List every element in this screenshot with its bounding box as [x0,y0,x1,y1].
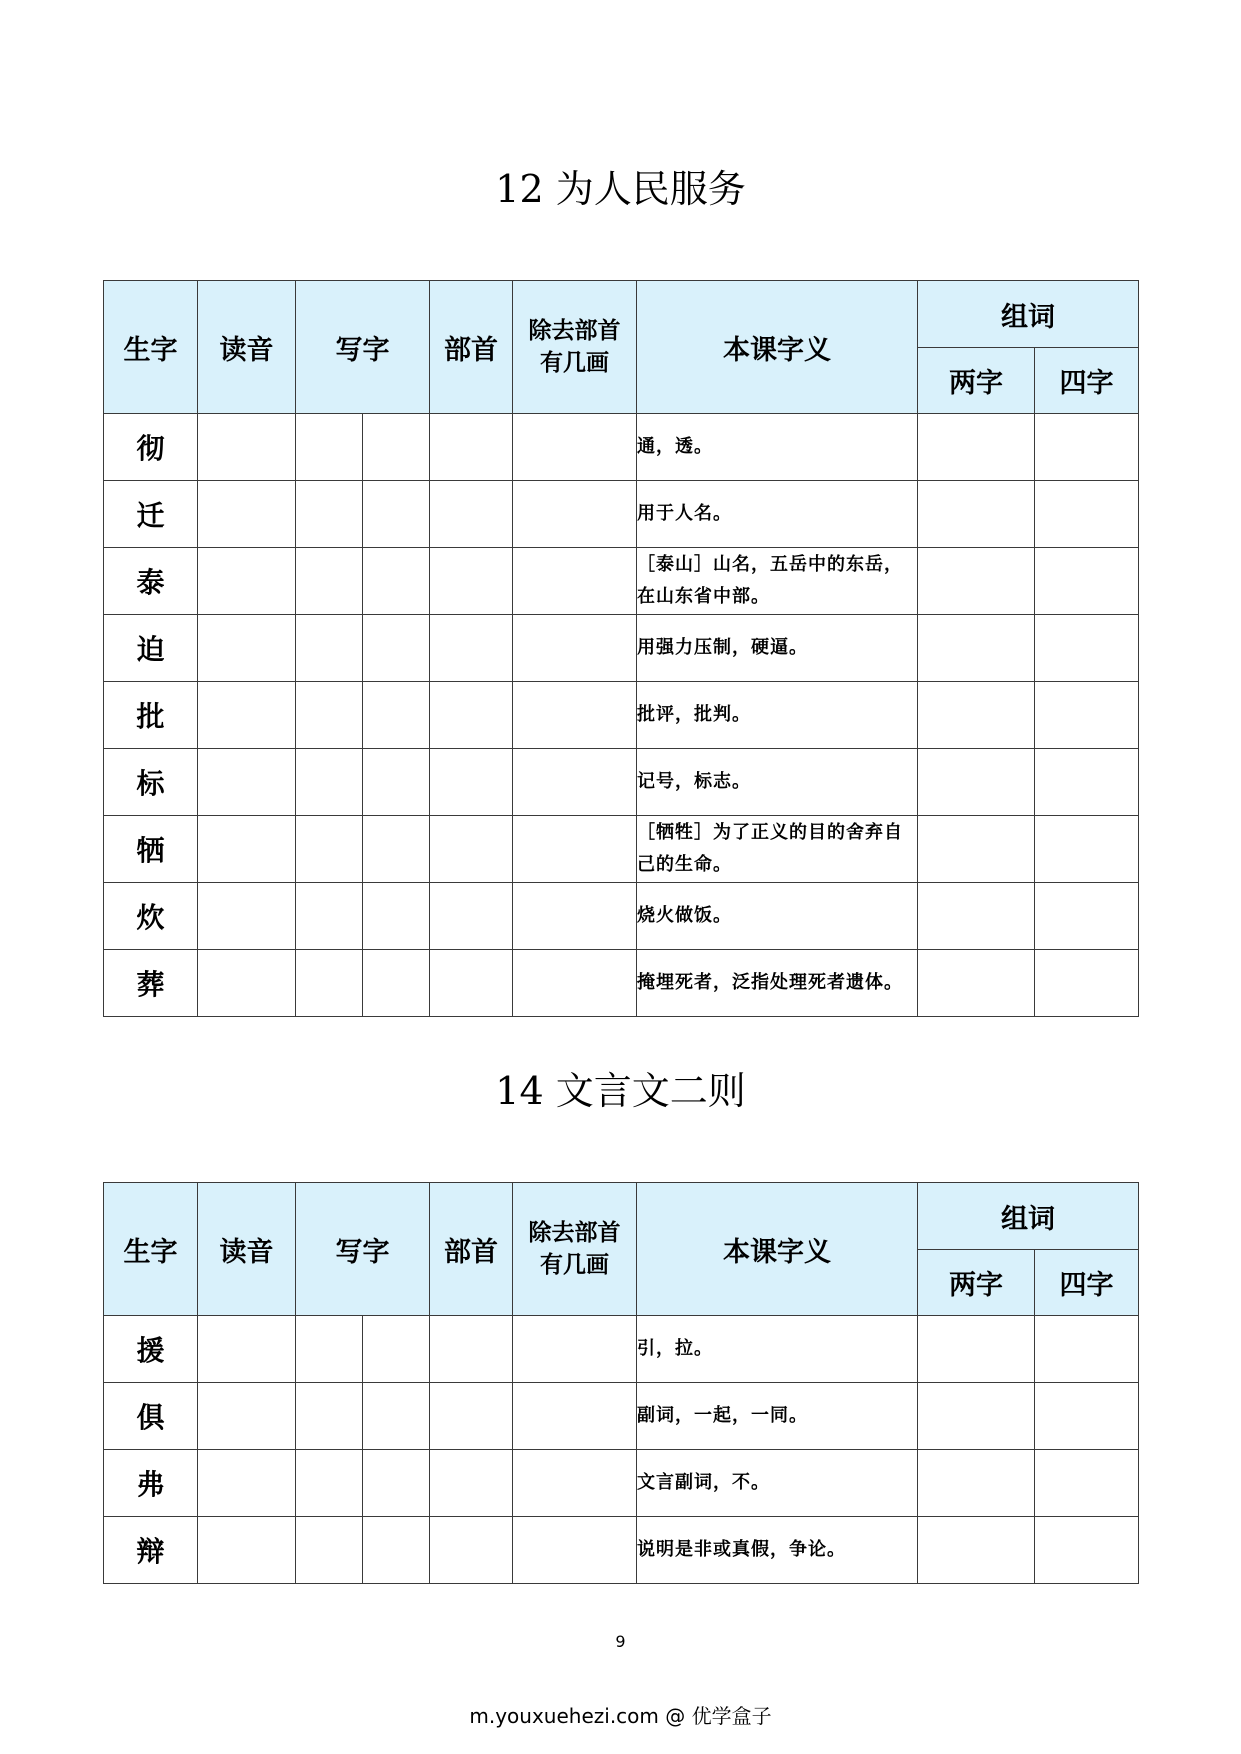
header-words: 组词 [918,1183,1139,1250]
lesson-12-table [103,280,1139,1017]
two-char-word-cell[interactable] [918,749,1035,816]
two-char-word-cell[interactable] [918,950,1035,1017]
meaning-cell: 用于人名。 [637,481,918,548]
four-char-word-cell[interactable] [1035,749,1139,816]
table-row [104,1450,1139,1517]
table-row [104,615,1139,682]
strokes-cell[interactable] [513,615,637,682]
two-char-word-cell[interactable] [918,1517,1035,1584]
meaning-cell: 文言副词，不。 [637,1450,918,1517]
header-strokes-line1: 除去部首 [528,318,621,344]
char-cell: 援 [104,1316,198,1383]
write-cell-2[interactable] [363,1517,430,1584]
char-cell: 彻 [104,414,198,481]
pinyin-cell[interactable] [198,1383,296,1450]
header-two-char: 两字 [918,1250,1035,1316]
write-cell-2[interactable] [363,1383,430,1450]
write-cell-1[interactable] [296,1517,363,1584]
two-char-word-cell[interactable] [918,816,1035,883]
char-cell: 批 [104,682,198,749]
table-row [104,950,1139,1017]
header-strokes [513,281,637,414]
char-cell: 迁 [104,481,198,548]
write-cell-1[interactable] [296,1316,363,1383]
pinyin-cell[interactable] [198,883,296,950]
char-cell: 牺 [104,816,198,883]
radical-cell[interactable] [430,481,513,548]
two-char-word-cell[interactable] [918,548,1035,615]
pinyin-cell[interactable] [198,1450,296,1517]
write-cell-2[interactable] [363,883,430,950]
radical-cell[interactable] [430,749,513,816]
radical-cell[interactable] [430,1450,513,1517]
pinyin-cell[interactable] [198,615,296,682]
table-row [104,414,1139,481]
two-char-word-cell[interactable] [918,1316,1035,1383]
radical-cell[interactable] [430,548,513,615]
table-row [104,1316,1139,1383]
meaning-cell: 副词，一起，一同。 [637,1383,918,1450]
strokes-cell[interactable] [513,414,637,481]
radical-cell[interactable] [430,1316,513,1383]
write-cell-2[interactable] [363,749,430,816]
four-char-word-cell[interactable] [1035,1450,1139,1517]
header-write: 写字 [296,281,430,414]
write-cell-2[interactable] [363,950,430,1017]
four-char-word-cell[interactable] [1035,816,1139,883]
four-char-word-cell[interactable] [1035,414,1139,481]
char-cell: 葬 [104,950,198,1017]
header-pinyin: 读音 [198,281,296,414]
write-cell-1[interactable] [296,749,363,816]
pinyin-cell[interactable] [198,1517,296,1584]
strokes-cell[interactable] [513,1517,637,1584]
table-row [104,749,1139,816]
char-cell: 辩 [104,1517,198,1584]
table-row [104,548,1139,615]
header-four-char: 四字 [1035,1250,1139,1316]
lesson-12-title: 12 为人民服务 [495,167,746,211]
header-radical: 部首 [430,1183,513,1316]
meaning-cell: 用强力压制，硬逼。 [637,615,918,682]
write-cell-1[interactable] [296,548,363,615]
two-char-word-cell[interactable] [918,481,1035,548]
write-cell-1[interactable] [296,816,363,883]
char-cell: 炊 [104,883,198,950]
strokes-cell[interactable] [513,1450,637,1517]
table-row [104,481,1139,548]
write-cell-1[interactable] [296,615,363,682]
strokes-cell[interactable] [513,1383,637,1450]
four-char-word-cell[interactable] [1035,481,1139,548]
two-char-word-cell[interactable] [918,682,1035,749]
strokes-cell[interactable] [513,883,637,950]
table-row [104,1383,1139,1450]
pinyin-cell[interactable] [198,682,296,749]
four-char-word-cell[interactable] [1035,682,1139,749]
radical-cell[interactable] [430,816,513,883]
meaning-cell: 记号，标志。 [637,749,918,816]
four-char-word-cell[interactable] [1035,615,1139,682]
char-cell: 俱 [104,1383,198,1450]
meaning-cell: 批评，批判。 [637,682,918,749]
radical-cell[interactable] [430,615,513,682]
write-cell-1[interactable] [296,481,363,548]
lesson-14-title: 14 文言文二则 [495,1069,746,1113]
radical-cell[interactable] [430,414,513,481]
two-char-word-cell[interactable] [918,615,1035,682]
two-char-word-cell[interactable] [918,1383,1035,1450]
header-write: 写字 [296,1183,430,1316]
write-cell-2[interactable] [363,548,430,615]
write-cell-1[interactable] [296,883,363,950]
radical-cell[interactable] [430,950,513,1017]
four-char-word-cell[interactable] [1035,950,1139,1017]
write-cell-2[interactable] [363,682,430,749]
strokes-cell[interactable] [513,548,637,615]
write-cell-1[interactable] [296,414,363,481]
two-char-word-cell[interactable] [918,883,1035,950]
strokes-cell[interactable] [513,816,637,883]
header-strokes-line1: 除去部首 [528,1220,621,1246]
header-radical: 部首 [430,281,513,414]
header-words: 组词 [918,281,1139,348]
radical-cell[interactable] [430,1383,513,1450]
header-pinyin: 读音 [198,1183,296,1316]
page-number: 9 [615,1632,626,1651]
strokes-cell[interactable] [513,1316,637,1383]
table-row [104,682,1139,749]
strokes-cell[interactable] [513,749,637,816]
write-cell-1[interactable] [296,1383,363,1450]
meaning-cell: 通，透。 [637,414,918,481]
write-cell-2[interactable] [363,1450,430,1517]
header-meaning: 本课字义 [637,281,918,414]
meaning-cell: 说明是非或真假，争论。 [637,1517,918,1584]
header-strokes [513,1183,637,1316]
char-cell: 迫 [104,615,198,682]
meaning-cell: 烧火做饭。 [637,883,918,950]
pinyin-cell[interactable] [198,548,296,615]
write-cell-1[interactable] [296,950,363,1017]
footer-watermark: m.youxuehezi.com @ 优学盒子 [469,1704,772,1728]
header-strokes-line2: 有几画 [540,1252,609,1278]
radical-cell[interactable] [430,1517,513,1584]
four-char-word-cell[interactable] [1035,1316,1139,1383]
write-cell-1[interactable] [296,1450,363,1517]
header-meaning: 本课字义 [637,1183,918,1316]
pinyin-cell[interactable] [198,816,296,883]
meaning-cell: ［泰山］山名，五岳中的东岳，在山东省中部。 [637,548,918,615]
table-row [104,816,1139,883]
four-char-word-cell[interactable] [1035,1517,1139,1584]
header-char: 生字 [104,281,198,414]
four-char-word-cell[interactable] [1035,883,1139,950]
write-cell-2[interactable] [363,414,430,481]
table-row [104,1517,1139,1584]
write-cell-2[interactable] [363,615,430,682]
radical-cell[interactable] [430,883,513,950]
meaning-cell: 引，拉。 [637,1316,918,1383]
write-cell-1[interactable] [296,682,363,749]
strokes-cell[interactable] [513,481,637,548]
two-char-word-cell[interactable] [918,1450,1035,1517]
pinyin-cell[interactable] [198,414,296,481]
write-cell-2[interactable] [363,816,430,883]
write-cell-2[interactable] [363,481,430,548]
meaning-cell: ［牺牲］为了正义的目的舍弃自己的生命。 [637,816,918,883]
strokes-cell[interactable] [513,950,637,1017]
pinyin-cell[interactable] [198,1316,296,1383]
char-cell: 标 [104,749,198,816]
four-char-word-cell[interactable] [1035,1383,1139,1450]
radical-cell[interactable] [430,682,513,749]
pinyin-cell[interactable] [198,749,296,816]
header-four-char: 四字 [1035,348,1139,414]
meaning-cell: 掩埋死者，泛指处理死者遗体。 [637,950,918,1017]
pinyin-cell[interactable] [198,950,296,1017]
lesson-14-table [103,1182,1139,1584]
header-two-char: 两字 [918,348,1035,414]
char-cell: 泰 [104,548,198,615]
table-row [104,883,1139,950]
char-cell: 弗 [104,1450,198,1517]
four-char-word-cell[interactable] [1035,548,1139,615]
pinyin-cell[interactable] [198,481,296,548]
strokes-cell[interactable] [513,682,637,749]
write-cell-2[interactable] [363,1316,430,1383]
header-char: 生字 [104,1183,198,1316]
two-char-word-cell[interactable] [918,414,1035,481]
header-strokes-line2: 有几画 [540,350,609,376]
